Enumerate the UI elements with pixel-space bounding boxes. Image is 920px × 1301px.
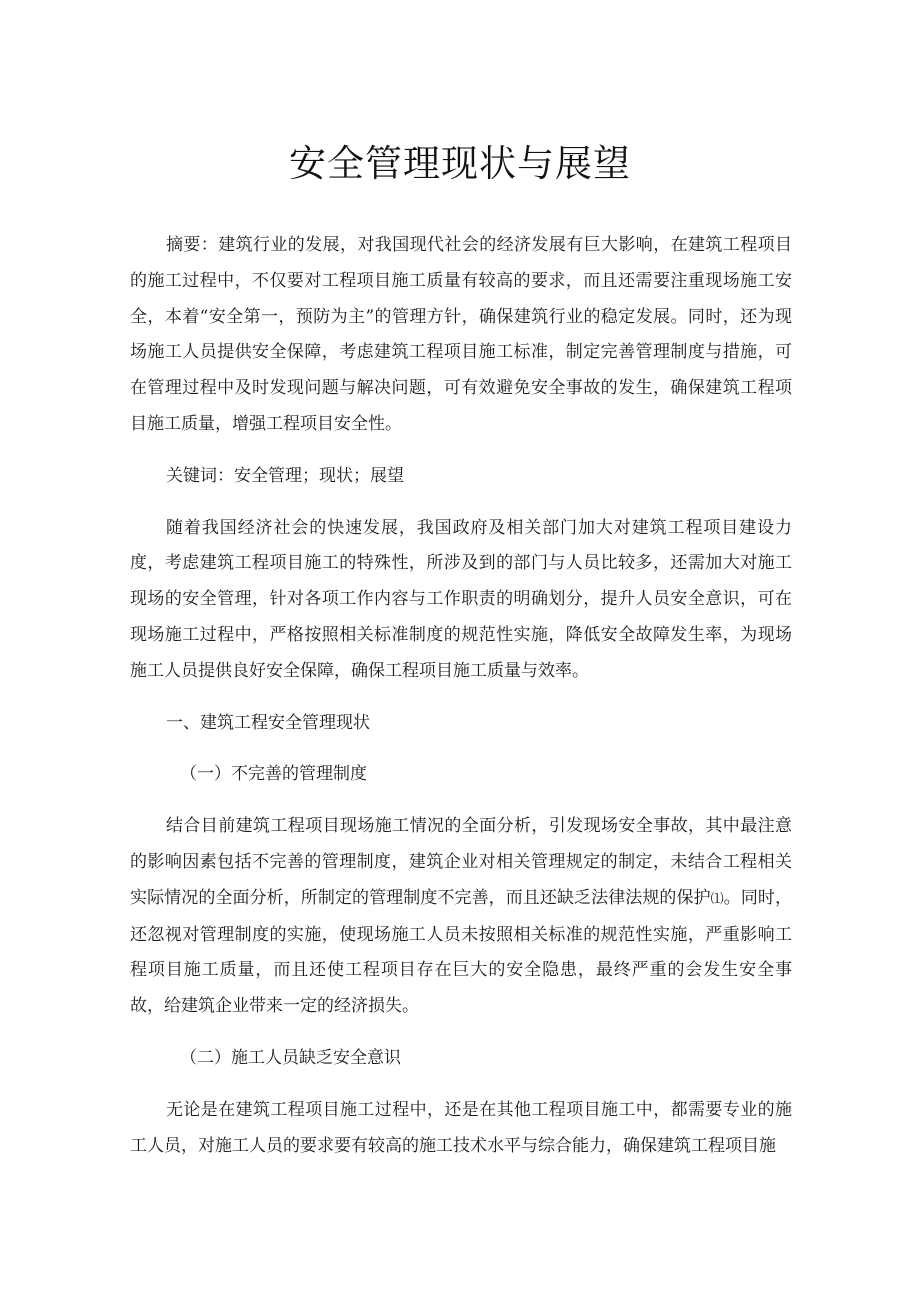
subsection-heading-2: （二）施工人员缺乏安全意识	[180, 1047, 401, 1068]
keywords-line: 关键词：安全管理；现状；展望	[166, 465, 404, 486]
abstract-paragraph: 摘要：建筑行业的发展，对我国现代社会的经济发展有巨大影响，在建筑工程项目的施工过程中，不仅要对工程项目施工质量有较高的要求，而且还需要注重现场施工安全，本着“安全第一，预防为主”的管理方针，确保建筑行业的稳定发展。同时，还为现场施工人员提供安全保障，考虑建筑工程项目施工标准，制定完善管理制度与措施，可在管理过程中及时发现问题与解决问题，可有效避免安全事故的发生，确保建筑工程项目施工质量，增强工程项目安全性。	[130, 235, 792, 434]
citation-reference: ⑴	[710, 891, 724, 907]
paragraph-text-part: 结合目前建筑工程项目现场施工情况的全面分析，引发现场安全事故，其中最注意的影响因素包括不完善的管理制度，建筑企业对相关管理规定的制定，未结合工程相关实际情况的全面分析，所制定的管理制度不完善，而且还缺乏法律法规的保护	[130, 816, 792, 908]
subsection-2-paragraph: 无论是在建筑工程项目施工过程中，还是在其他工程项目施工中，都需要专业的施工人员，对施工人员的要求要有较高的施工技术水平与综合能力，确保建筑工程项目施	[130, 1099, 792, 1156]
section-heading: 一、建筑工程安全管理现状	[166, 712, 370, 733]
intro-paragraph: 随着我国经济社会的快速发展，我国政府及相关部门加大对建筑工程项目建设力度，考虑建筑工程项目施工的特殊性，所涉及到的部门与人员比较多，还需加大对施工现场的安全管理，针对各项工作内容与工作职责的明确划分，提升人员安全意识，可在现场施工过程中，严格按照相关标准制度的规范性实施，降低安全故障发生率，为现场施工人员提供良好安全保障，确保工程项目施工质量与效率。	[130, 517, 792, 681]
document-title: 安全管理现状与展望	[289, 142, 631, 185]
subsection-1-paragraph	[130, 809, 792, 1025]
paragraph-text-part: 。同时，还忽视对管理制度的实施，使现场施工人员未按照相关标准的规范性实施，严重影响工程项目施工质量，而且还使工程项目存在巨大的安全隐患，最终严重的会发生安全事故，给建筑企业带来一定的经济损失。	[130, 887, 793, 1017]
document-body	[130, 228, 792, 1164]
subsection-heading-1: （一）不完善的管理制度	[180, 764, 367, 785]
